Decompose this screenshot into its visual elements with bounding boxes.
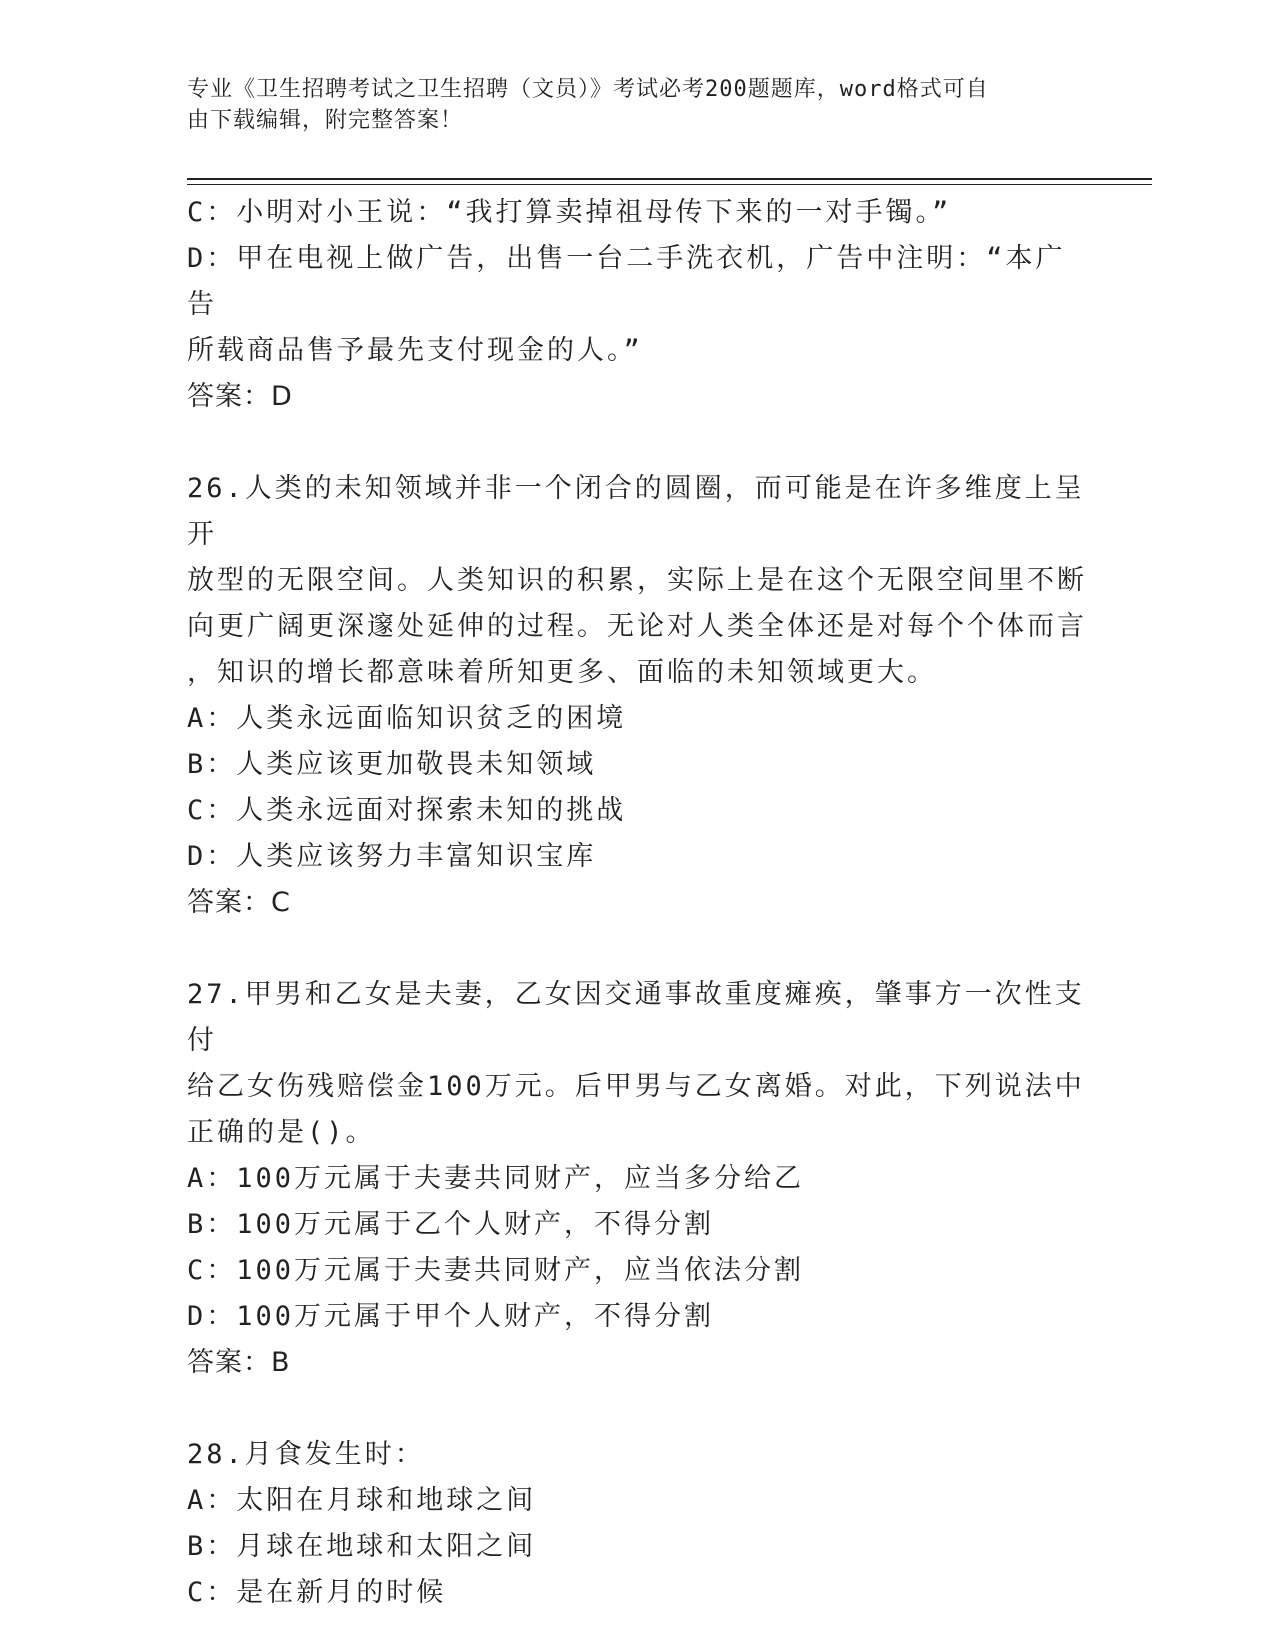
q27-stem-line-2: 给乙女伤残赔偿金100万元。后甲男与乙女离婚。对此，下列说法中 — [187, 1071, 1085, 1102]
q26-option-c: C：人类永远面对探索未知的挑战 — [187, 795, 627, 826]
document-body — [187, 190, 1087, 1616]
q26-option-a: A：人类永远面临知识贫乏的困境 — [187, 703, 627, 734]
q26-answer: 答案：C — [187, 887, 291, 918]
document-header — [187, 74, 1087, 136]
q27-stem-line-1: 27.甲男和乙女是夫妻，乙女因交通事故重度瘫痪，肇事方一次性支付 — [187, 979, 1085, 1056]
q27-option-a: A：100万元属于夫妻共同财产，应当多分给乙 — [187, 1163, 805, 1194]
q26-stem-line-3: 向更广阔更深邃处延伸的过程。无论对人类全体还是对每个个体而言 — [187, 611, 1087, 642]
q26-option-b: B：人类应该更加敬畏未知领域 — [187, 749, 597, 780]
q28-stem-line-1: 28.月食发生时： — [187, 1439, 425, 1470]
q26-stem-line-1: 26.人类的未知领域并非一个闭合的圆圈，而可能是在许多维度上呈开 — [187, 473, 1085, 550]
header-line-1: 专业《卫生招聘考试之卫生招聘（文员）》考试必考200题题库，word格式可自 — [187, 77, 989, 102]
question-25-tail — [187, 190, 1087, 420]
q27-stem-line-3: 正确的是()。 — [187, 1117, 376, 1148]
question-gap — [187, 1386, 1087, 1432]
question-28 — [187, 1432, 1087, 1616]
q25-option-c: C：小明对小王说：“我打算卖掉祖母传下来的一对手镯。” — [187, 197, 952, 228]
q27-answer: 答案：B — [187, 1347, 291, 1378]
header-divider-bottom — [187, 184, 1152, 185]
q28-option-b: B：月球在地球和太阳之间 — [187, 1531, 537, 1562]
q27-option-b: B：100万元属于乙个人财产，不得分割 — [187, 1209, 715, 1240]
q26-stem-line-4: ，知识的增长都意味着所知更多、面临的未知领域更大。 — [187, 657, 937, 688]
question-gap — [187, 420, 1087, 466]
header-divider-top — [187, 178, 1152, 180]
question-gap — [187, 926, 1087, 972]
question-26 — [187, 466, 1087, 926]
q28-option-a: A：太阳在月球和地球之间 — [187, 1485, 537, 1516]
q25-option-d-line-2: 所载商品售予最先支付现金的人。” — [187, 335, 643, 366]
question-27 — [187, 972, 1087, 1386]
q26-option-d: D：人类应该努力丰富知识宝库 — [187, 841, 597, 872]
q27-option-d: D：100万元属于甲个人财产，不得分割 — [187, 1301, 715, 1332]
q28-option-c: C：是在新月的时候 — [187, 1577, 447, 1608]
q25-option-d-line-1: D：甲在电视上做广告，出售一台二手洗衣机，广告中注明：“本广告 — [187, 243, 1066, 320]
q26-stem-line-2: 放型的无限空间。人类知识的积累，实际上是在这个无限空间里不断 — [187, 565, 1087, 596]
header-line-2: 由下载编辑，附完整答案！ — [187, 108, 464, 133]
q27-option-c: C：100万元属于夫妻共同财产，应当依法分割 — [187, 1255, 805, 1286]
q25-answer: 答案：D — [187, 381, 293, 412]
